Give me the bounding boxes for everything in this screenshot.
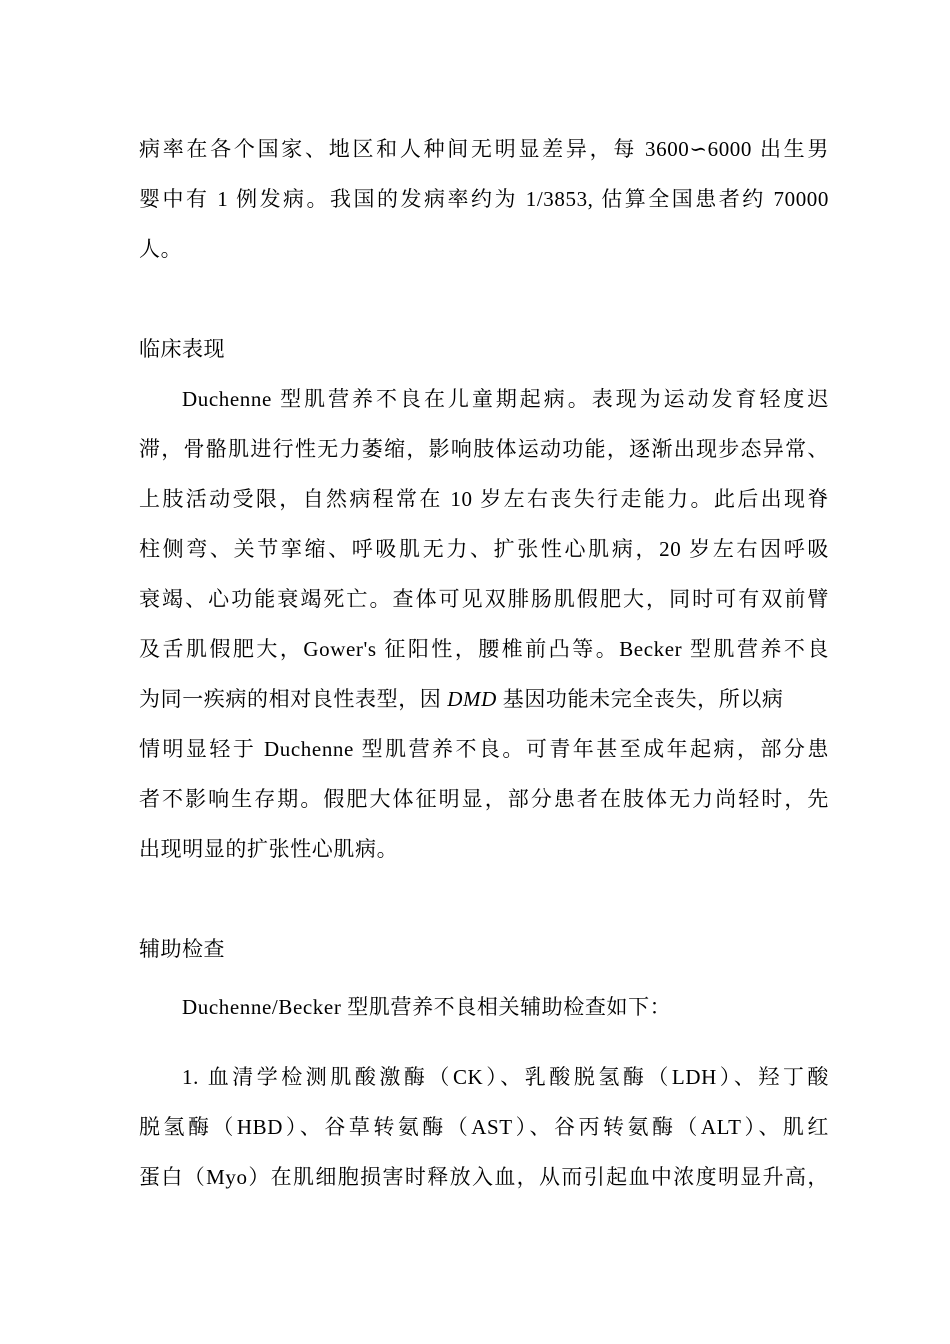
- clinical-line-7: [139, 686, 829, 712]
- intro-line-3: 人。: [139, 237, 183, 261]
- clinical-line-3: 上肢活动受限，自然病程常在 10 岁左右丧失行走能力。此后出现脊: [139, 487, 829, 511]
- clinical-line-6: 及舌肌假肥大，Gower's 征阳性，腰椎前凸等。Becker 型肌营养不良: [139, 637, 829, 661]
- clinical-line-10: 出现明显的扩张性心肌病。: [139, 837, 399, 861]
- intro-line-1: 病率在各个国家、地区和人种间无明显差异，每 3600∽6000 出生男: [139, 137, 829, 161]
- clinical-heading: 临床表现: [139, 337, 225, 361]
- auxiliary-item-1-line-2: 脱氢酶（HBD）、谷草转氨酶（AST）、谷丙转氨酶（ALT）、肌红: [139, 1115, 829, 1139]
- auxiliary-intro: Duchenne/Becker 型肌营养不良相关辅助检查如下：: [182, 995, 672, 1019]
- clinical-line-9: 者不影响生存期。假肥大体征明显，部分患者在肢体无力尚轻时，先: [139, 787, 829, 811]
- clinical-line-5: 衰竭、心功能衰竭死亡。查体可见双腓肠肌假肥大，同时可有双前臂: [139, 587, 829, 611]
- clinical-line-2: 滞，骨骼肌进行性无力萎缩，影响肢体运动功能，逐渐出现步态异常、: [139, 437, 829, 461]
- auxiliary-heading: 辅助检查: [139, 937, 225, 961]
- gene-name-dmd: DMD: [447, 687, 497, 711]
- clinical-line-7-after: 基因功能未完全丧失，所以病: [496, 687, 784, 711]
- clinical-line-8: 情明显轻于 Duchenne 型肌营养不良。可青年甚至成年起病，部分患: [139, 737, 829, 761]
- clinical-line-4: 柱侧弯、关节挛缩、呼吸肌无力、扩张性心肌病，20 岁左右因呼吸: [139, 537, 829, 561]
- auxiliary-item-1-line-1: 1. 血清学检测肌酸激酶（CK）、乳酸脱氢酶（LDH）、羟丁酸: [182, 1065, 829, 1089]
- intro-line-2: 婴中有 1 例发病。我国的发病率约为 1/3853, 估算全国患者约 70000: [139, 187, 829, 211]
- clinical-line-7-before: 为同一疾病的相对良性表型，因: [139, 687, 448, 711]
- auxiliary-item-1-line-3: 蛋白（Myo）在肌细胞损害时释放入血，从而引起血中浓度明显升高，: [139, 1165, 829, 1189]
- clinical-line-1: Duchenne 型肌营养不良在儿童期起病。表现为运动发育轻度迟: [182, 387, 829, 411]
